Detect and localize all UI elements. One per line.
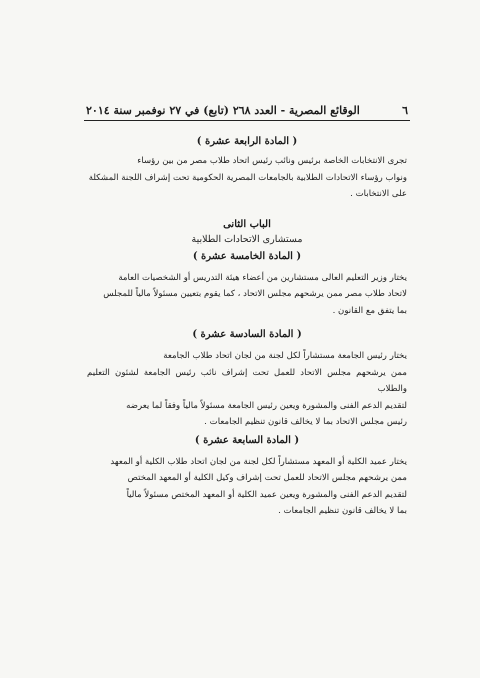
page-number: ٦ xyxy=(402,104,408,117)
article-15-line: لاتحاد طلاب مصر ممن يرشحهم مجلس الاتحاد ، كما يقوم بتعيين مسئولاً مالياً للمجلس xyxy=(103,289,407,299)
chapter-subtitle: مستشارى الاتحادات الطلابية xyxy=(191,233,303,245)
article-16-heading: ( المادة السادسة عشرة ) xyxy=(192,329,302,340)
article-17-heading: ( المادة السابعة عشرة ) xyxy=(194,434,300,446)
running-title: الوقائع المصرية - العدد ٢٦٨ (تابع) في ٢٧ نوفمبر سنة ٢٠١٤ xyxy=(86,104,360,117)
article-15-line: يختار وزير التعليم العالى مستشارين من أعضاء هيئة التدريس أو الشخصيات العامة xyxy=(118,272,407,283)
article-16-line: ممن يرشحهم مجلس الاتحاد للعمل تحت إشراف نائب رئيس الجامعة لشئون التعليم والطلاب xyxy=(87,367,407,394)
article-17-line: يختار عميد الكلية أو المعهد مستشاراً لكل لجنة من لجان اتحاد طلاب الكلية أو المعهد xyxy=(110,456,407,467)
article-15-heading: ( المادة الخامسة عشرة ) xyxy=(192,250,302,262)
article-16-line: يختار رئيس الجامعة مستشاراً لكل لجنة من لجان اتحاد طلاب الجامعة xyxy=(163,351,407,361)
article-14-line: تجرى الانتخابات الخاصة برئيس ونائب رئيس اتحاد طلاب مصر من بين رؤساء xyxy=(137,156,407,166)
page-header xyxy=(84,104,410,121)
article-17-line: لتقديم الدعم الفنى والمشورة ويعين عميد الكلية أو المعهد المختص مسئولاً مالياً xyxy=(126,489,407,500)
article-16-line: رئيس مجلس الاتحاد بما لا يخالف قانون تنظيم الجامعات . xyxy=(204,417,407,427)
article-14-line: على الانتخابات . xyxy=(350,189,407,199)
article-17-line: ممن يرشحهم مجلس الاتحاد للعمل تحت إشراف وكيل الكلية أو المعهد المختص xyxy=(127,473,407,483)
article-14-heading: ( المادة الرابعة عشرة ) xyxy=(196,136,298,147)
article-16-line: لتقديم الدعم الفنى والمشورة ويعين رئيس الجامعة مسئولاً مالياً وفقاً لما يعرضه xyxy=(126,400,407,411)
chapter-heading: الباب الثانى xyxy=(223,218,271,230)
article-15-line: بما يتفق مع القانون . xyxy=(332,305,407,316)
article-17-line: بما لا يخالف قانون تنظيم الجامعات . xyxy=(278,506,407,516)
document-sheet xyxy=(84,104,410,582)
article-14-line: ونواب رؤساء الاتحادات الطلابية بالجامعات المصرية الحكومية تحت إشراف اللجنة المشكلة xyxy=(88,172,407,183)
